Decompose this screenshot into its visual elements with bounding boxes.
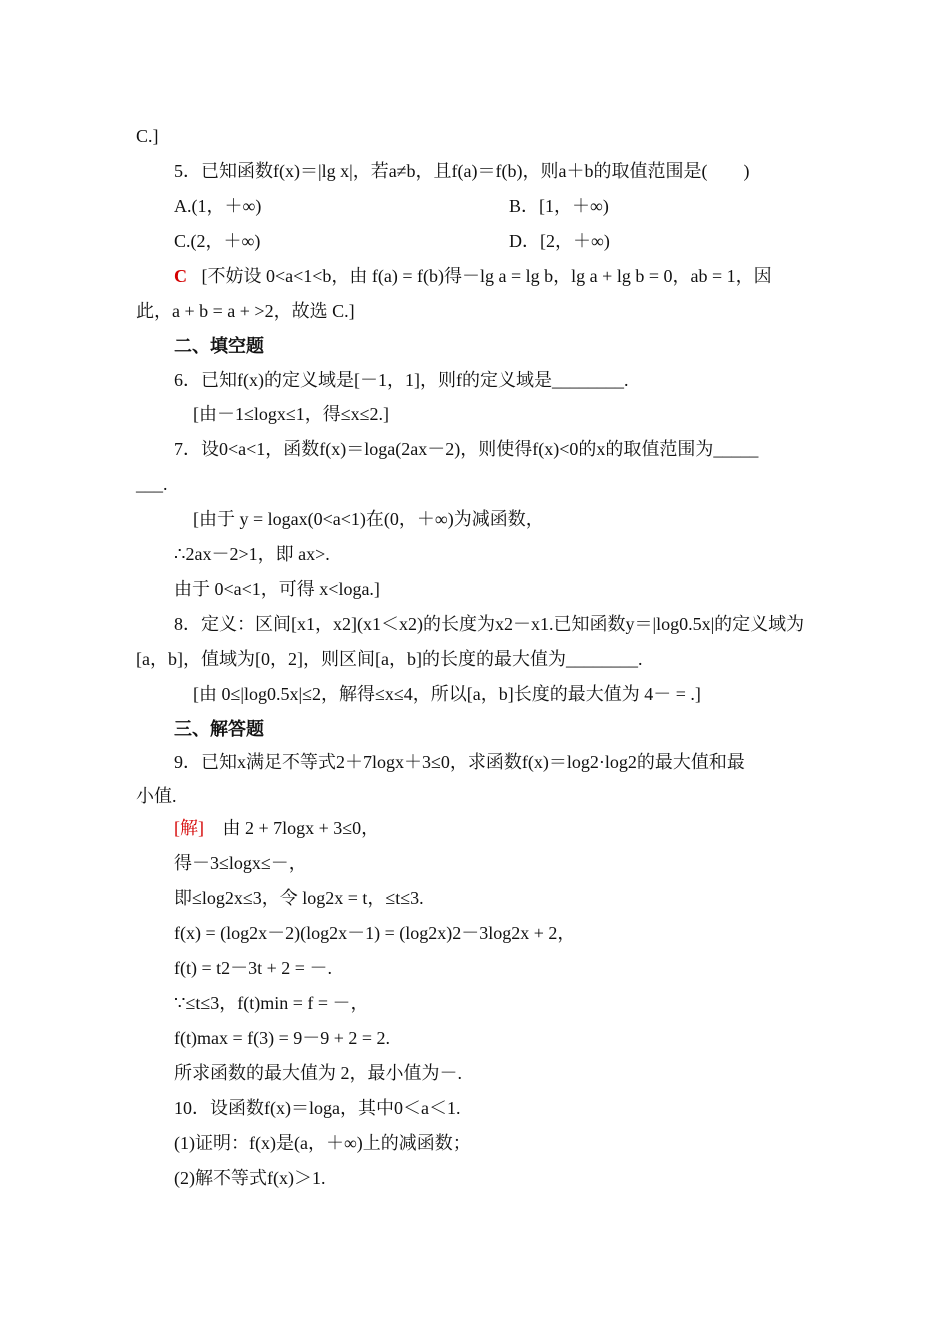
text-line: ∵≤t≤3，f(t)min = f = －， [174, 993, 369, 1013]
text-line: C.(2，＋∞) [174, 231, 261, 251]
solution-label: [解] [174, 818, 204, 838]
option-a [174, 194, 261, 218]
solution-9-step2 [174, 886, 424, 910]
text-line: 8．定义：区间[x1，x2](x1＜x2)的长度为x2－x1.已知函数y＝|log0.5x|的定义域为 [174, 614, 805, 634]
text-line: 6．已知f(x)的定义域是[－1，1]，则f的定义域是________. [174, 370, 629, 390]
text-line: 小值. [136, 786, 177, 806]
question-8-cont [136, 647, 642, 671]
question-7 [174, 437, 758, 461]
question-10-part2 [174, 1166, 325, 1190]
section-title: 三、解答题 [174, 719, 264, 739]
question-10-part1 [174, 1131, 471, 1155]
answer-5 [174, 264, 772, 288]
text-line: f(x) = (log2x－2)(log2x－1) = (log2x)2－3log2x + 2， [174, 923, 576, 943]
text-line: D．[2，＋∞) [509, 231, 610, 251]
text-line: [由 0≤|log0.5x|≤2，解得≤x≤4，所以[a，b]长度的最大值为 4－ = .] [193, 684, 701, 704]
section-title: 二、填空题 [174, 336, 264, 356]
answer-8 [193, 682, 701, 706]
option-b [509, 194, 609, 218]
question-7-cont [136, 472, 168, 496]
option-d [509, 229, 610, 253]
text-line: f(t)max = f(3) = 9－9 + 2 = 2. [174, 1028, 391, 1048]
text-line: 得－3≤logx≤－， [174, 853, 307, 873]
text-line: (2)解不等式f(x)＞1. [174, 1168, 326, 1188]
text-line: [a，b]，值域为[0，2]，则区间[a，b]的长度的最大值为________. [136, 649, 643, 669]
question-6 [174, 368, 628, 392]
option-c [174, 229, 260, 253]
question-8 [174, 612, 804, 636]
answer-7-step [174, 542, 330, 566]
text-line: 7．设0<a<1，函数f(x)＝loga(2ax－2)，则使得f(x)<0的x的取值范围为_____ [174, 439, 759, 459]
answer-7 [193, 507, 544, 531]
solution-9-step5 [174, 991, 369, 1015]
text-line: f(t) = t2－3t + 2 = －. [174, 958, 332, 978]
text-line: ___. [136, 474, 168, 494]
text-line: 由于 0<a<1，可得 x<loga.] [174, 579, 380, 599]
solution-9-step4 [174, 956, 332, 980]
section-fill-in [174, 334, 264, 358]
solution-9-conclusion [174, 1061, 462, 1085]
text-line: [由－1≤logx≤1，得≤x≤2.] [193, 404, 390, 424]
answer-6 [193, 402, 389, 426]
solution-9-step6 [174, 1026, 390, 1050]
question-10 [174, 1096, 460, 1120]
solution-9-step3 [174, 921, 575, 945]
answer-letter: C [174, 266, 187, 286]
answer-5-cont [136, 299, 355, 323]
question-9-cont [136, 784, 177, 808]
solution-9 [174, 816, 379, 840]
text-line: C.] [136, 126, 159, 146]
text-line: 所求函数的最大值为 2，最小值为－. [174, 1063, 462, 1083]
answer-7-end [174, 577, 380, 601]
text-line: ∴2ax－2>1，即 ax>. [174, 544, 330, 564]
text-line: 由 2 + 7logx + 3≤0， [222, 818, 380, 838]
text-line: 即≤log2x≤3，令 log2x = t，≤t≤3. [174, 888, 424, 908]
text-line: [不妨设 0<a<1<b，由 f(a) = f(b)得－lg a = lg b，lg a + lg b = 0，ab = 1，因 [201, 266, 772, 286]
question-5 [174, 159, 750, 183]
text-line: B．[1，＋∞) [509, 196, 609, 216]
solution-9-step1 [174, 851, 307, 875]
text-line: (1)证明：f(x)是(a，＋∞)上的减函数； [174, 1133, 471, 1153]
section-solutions [174, 717, 264, 741]
question-9 [174, 750, 745, 774]
text-line: 9．已知x满足不等式2＋7logx＋3≤0，求函数f(x)＝log2·log2的最大值和最 [174, 752, 745, 772]
text-line: 5．已知函数f(x)＝|lg x|，若a≠b，且f(a)＝f(b)，则a＋b的取值范围是( ) [174, 161, 750, 181]
prev-answer-tail [136, 124, 159, 148]
text-line: 此，a + b = a + >2，故选 C.] [136, 301, 355, 321]
text-line: 10．设函数f(x)＝loga，其中0＜a＜1. [174, 1098, 461, 1118]
text-line: A.(1，＋∞) [174, 196, 262, 216]
text-line: [由于 y = logax(0<a<1)在(0，＋∞)为减函数， [193, 509, 544, 529]
